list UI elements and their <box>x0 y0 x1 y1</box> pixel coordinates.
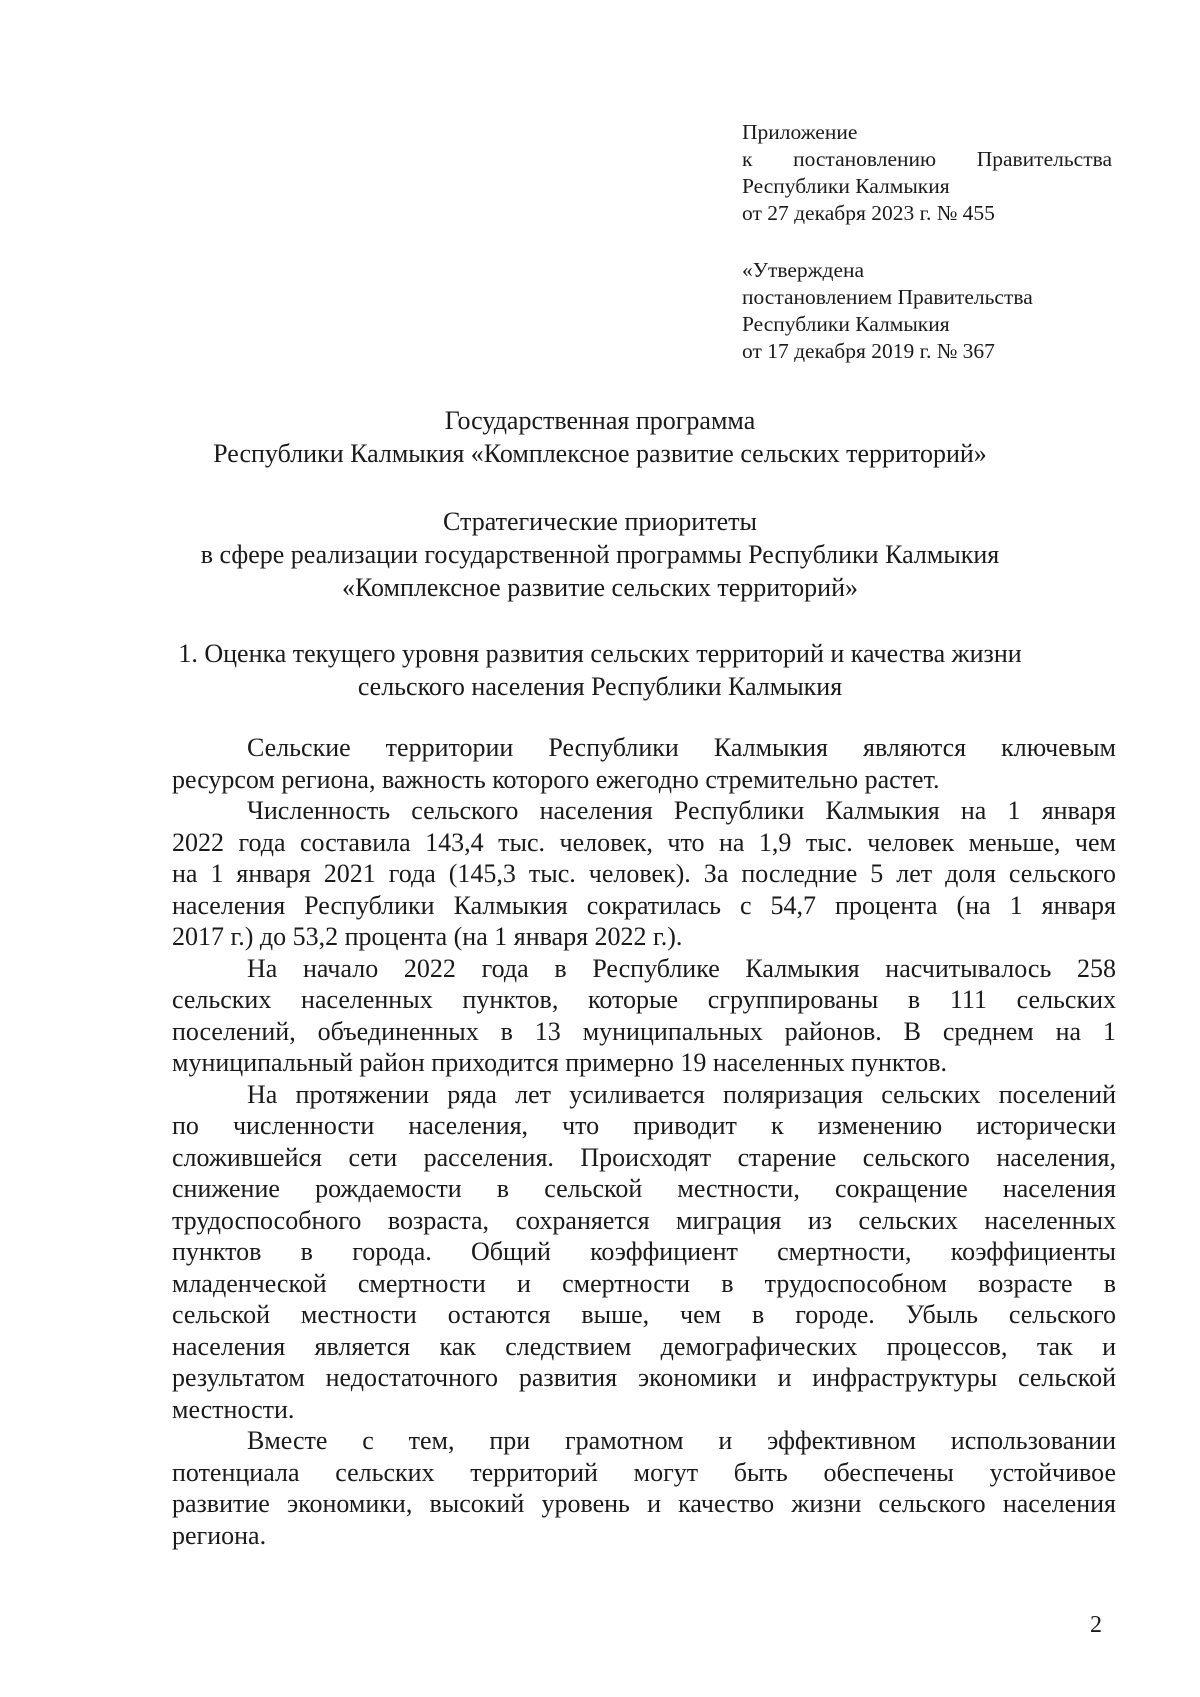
section-heading <box>150 637 1050 703</box>
page-number: 2 <box>1090 1612 1102 1638</box>
paragraph-line: На протяжении ряда лет усиливается поляризация сельских поселений <box>247 1079 1116 1109</box>
paragraph <box>172 953 1116 1079</box>
priorities-title <box>150 505 1050 604</box>
paragraph-line: Сельские территории Республики Калмыкия являются ключевым <box>247 733 1116 762</box>
paragraph-line: поселений, объединенных в 13 муниципальных районов. В среднем на 1 <box>172 1016 1116 1046</box>
approval-line: «Утверждена <box>742 258 865 282</box>
body-text <box>172 732 1116 1551</box>
approval-line: постановлением Правительства <box>742 285 1033 309</box>
paragraph-line: Вместе с тем, при грамотном и эффективном использовании <box>247 1426 1116 1455</box>
paragraph <box>172 1425 1116 1551</box>
approval-line: Республики Калмыкия <box>742 312 950 336</box>
paragraph-line: ресурсом региона, важность которого ежегодно стремительно растет. <box>172 764 940 794</box>
paragraph-line: 2017 г.) до 53,2 процента (на 1 января 2022 г.). <box>172 922 683 951</box>
paragraph <box>172 795 1116 953</box>
paragraph-line: по численности населения, что приводит к изменению исторически <box>172 1111 1116 1140</box>
paragraph-line: трудоспособного возраста, сохраняется миграция из сельских населенных <box>172 1205 1116 1235</box>
paragraph-line: развитие экономики, высокий уровень и качество жизни сельского населения <box>172 1489 1116 1518</box>
section-heading-line: 1. Оценка текущего уровня развития сельских территорий и качества жизни <box>178 639 1022 668</box>
appendix-reference <box>742 119 1112 227</box>
paragraph-line: сельских населенных пунктов, которые сгруппированы в 111 сельских <box>172 985 1116 1014</box>
paragraph-line: потенциала сельских территорий могут быть обеспечены устойчивое <box>172 1457 1116 1487</box>
paragraph-line: пунктов в города. Общий коэффициент смертности, коэффициенты <box>172 1237 1116 1266</box>
appendix-line: Республики Калмыкия <box>742 174 950 198</box>
paragraph <box>172 1079 1116 1426</box>
paragraph-line: на 1 января 2021 года (145,3 тыс. человек). За последние 5 лет доля сельского <box>172 859 1116 888</box>
paragraph-line: муниципальный район приходится примерно 19 населенных пунктов. <box>172 1048 948 1077</box>
paragraph-line: снижение рождаемости в сельской местности, сокращение населения <box>172 1174 1116 1203</box>
section-heading-line: сельского населения Республики Калмыкия <box>357 672 843 701</box>
paragraph <box>172 732 1116 795</box>
paragraph-line: населения Республики Калмыкия сократилась с 54,7 процента (на 1 января <box>172 890 1116 920</box>
paragraph-line: местности. <box>172 1394 295 1424</box>
paragraph-line: населения является как следствием демографических процессов, так и <box>172 1331 1116 1361</box>
priorities-title-line: в сфере реализации государственной программы Республики Калмыкия <box>200 540 1000 569</box>
appendix-line: к постановлению Правительства <box>742 147 1112 171</box>
paragraph-line: результатом недостаточного развития экономики и инфраструктуры сельской <box>172 1363 1116 1392</box>
paragraph-line: региона. <box>172 1520 267 1550</box>
program-title-line: Республики Калмыкия «Комплексное развитие сельских территорий» <box>213 439 987 468</box>
approval-line: от 17 декабря 2019 г. № 367 <box>742 339 995 363</box>
paragraph-line: Численность сельского населения Республики Калмыкия на 1 января <box>247 796 1116 825</box>
paragraph-line: сложившейся сети расселения. Происходят старение сельского населения, <box>172 1142 1116 1172</box>
appendix-line: от 27 декабря 2023 г. № 455 <box>742 201 995 225</box>
approval-reference <box>742 257 1112 365</box>
priorities-title-line: Стратегические приоритеты <box>443 507 757 536</box>
appendix-line: Приложение <box>742 120 858 144</box>
paragraph-line: младенческой смертности и смертности в трудоспособном возрасте в <box>172 1268 1116 1298</box>
priorities-title-line: «Комплексное развитие сельских территорий» <box>341 573 859 602</box>
paragraph-line: На начало 2022 года в Республике Калмыкия насчитывалось 258 <box>247 953 1116 983</box>
program-title <box>150 404 1050 470</box>
paragraph-line: 2022 года составила 143,4 тыс. человек, что на 1,9 тыс. человек меньше, чем <box>172 827 1116 857</box>
paragraph-line: сельской местности остаются выше, чем в городе. Убыль сельского <box>172 1300 1116 1329</box>
program-title-line: Государственная программа <box>444 406 756 435</box>
